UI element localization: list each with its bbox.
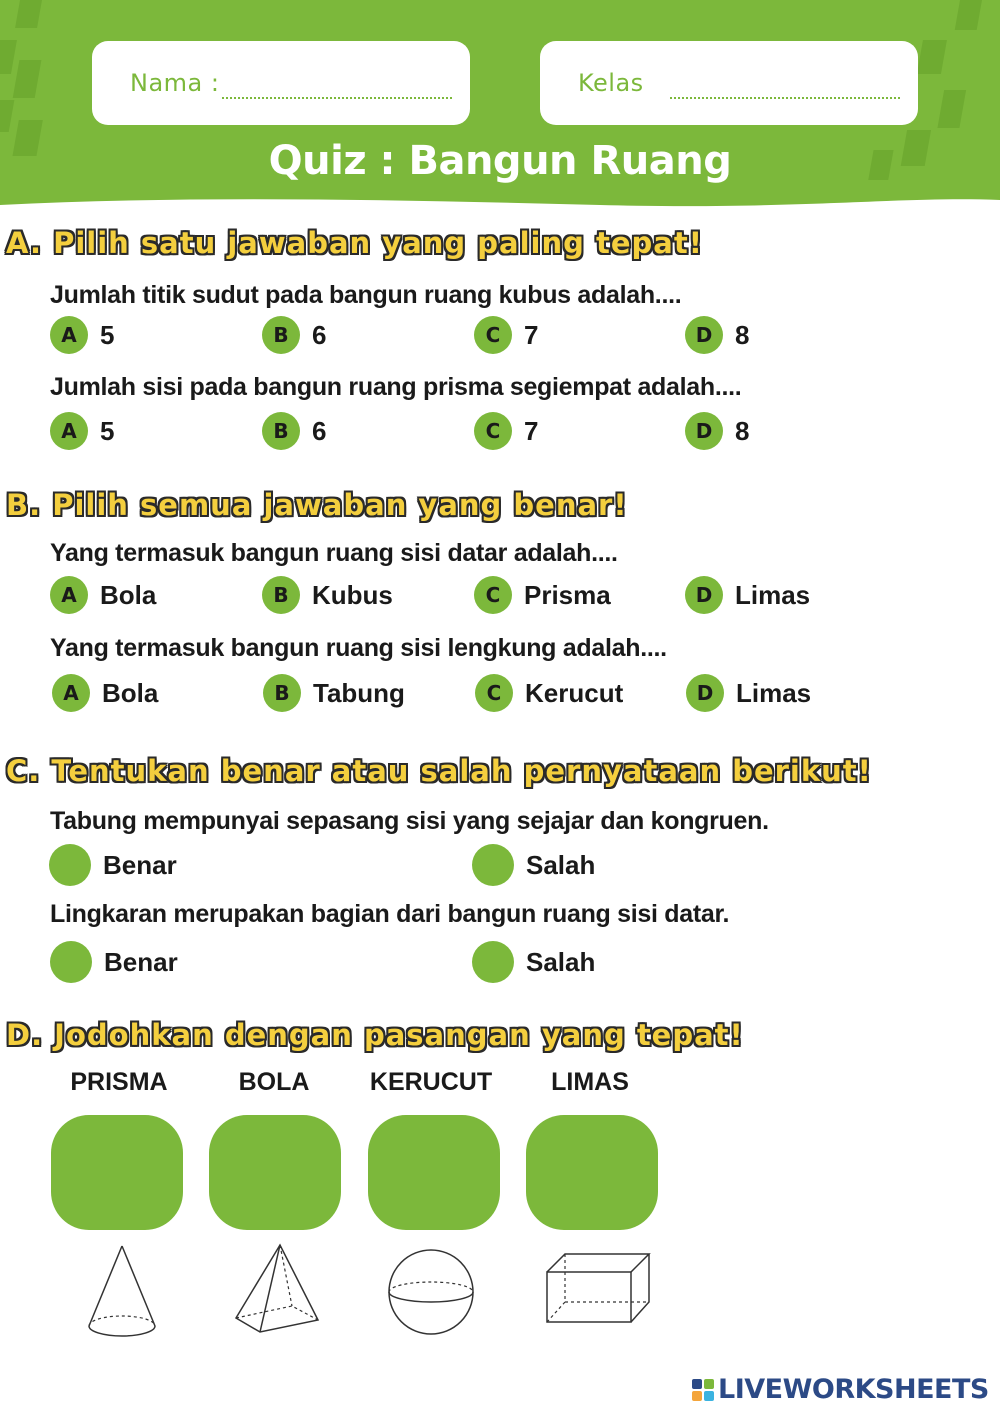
option-c1-true[interactable] (49, 846, 177, 884)
option-letter: B (262, 412, 300, 450)
option-letter: C (475, 674, 513, 712)
class-label: Kelas (578, 69, 644, 97)
option-letter: D (685, 412, 723, 450)
logo-mark-icon (692, 1379, 714, 1401)
option-letter: A (52, 674, 90, 712)
option-b1-b[interactable] (262, 576, 393, 614)
option-text: 8 (735, 319, 750, 350)
option-a1-d[interactable] (685, 316, 749, 354)
option-c2-true[interactable] (50, 943, 178, 981)
name-input-line[interactable] (222, 97, 452, 99)
option-a2-c[interactable] (474, 412, 538, 450)
option-a2-a[interactable] (50, 412, 114, 450)
option-letter: B (263, 674, 301, 712)
option-text: 8 (735, 415, 750, 446)
prism-icon[interactable] (541, 1240, 657, 1330)
option-b2-a[interactable] (52, 674, 158, 712)
option-text: 6 (312, 319, 327, 350)
option-letter: D (685, 576, 723, 614)
option-text: Limas (736, 677, 812, 708)
option-text: Benar (103, 849, 177, 880)
question-b1: Yang termasuk bangun ruang sisi datar adalah.... (50, 539, 618, 567)
drop-zone-limas[interactable] (526, 1115, 658, 1230)
option-b1-d[interactable] (685, 576, 810, 614)
question-c1: Tabung mempunyai sepasang sisi yang sejajar dan kongruen. (50, 807, 769, 835)
option-a2-d[interactable] (685, 412, 749, 450)
class-input-line[interactable] (670, 97, 900, 99)
option-text: Kerucut (525, 677, 624, 708)
option-text: Salah (526, 946, 596, 977)
option-text: 7 (524, 319, 539, 350)
option-b2-c[interactable] (475, 674, 623, 712)
option-text: Limas (735, 579, 811, 610)
section-d-heading: D. Jodohkan dengan pasangan yang tepat! (6, 1018, 744, 1052)
option-letter: A (50, 316, 88, 354)
option-letter: A (50, 412, 88, 450)
worksheet-header (0, 0, 1000, 215)
option-text: Tabung (313, 677, 405, 708)
answer-bubble (472, 941, 514, 983)
question-b2: Yang termasuk bangun ruang sisi lengkung adalah.... (50, 634, 667, 662)
option-letter: B (262, 316, 300, 354)
option-letter: C (474, 576, 512, 614)
option-b2-d[interactable] (686, 674, 811, 712)
option-a2-b[interactable] (262, 412, 326, 450)
cone-icon[interactable] (82, 1240, 162, 1340)
option-text: 6 (312, 415, 327, 446)
name-label: Nama : (130, 69, 220, 97)
option-text: Bola (102, 677, 159, 708)
section-b-heading: B. Pilih semua jawaban yang benar! (6, 488, 628, 522)
section-c-heading: C. Tentukan benar atau salah pernyataan berikut! (6, 754, 872, 788)
option-a1-c[interactable] (474, 316, 538, 354)
quiz-title: Quiz : Bangun Ruang (268, 138, 732, 184)
option-text: Salah (526, 849, 596, 880)
option-letter: C (474, 412, 512, 450)
liveworksheets-logo (692, 1374, 989, 1405)
name-field[interactable] (92, 41, 470, 125)
answer-bubble (472, 844, 514, 886)
class-field[interactable] (540, 41, 918, 125)
option-b2-b[interactable] (263, 674, 405, 712)
drop-zone-prisma[interactable] (51, 1115, 183, 1230)
option-c1-false[interactable] (472, 846, 595, 884)
match-label-limas: LIMAS (551, 1068, 629, 1096)
option-b1-c[interactable] (474, 576, 611, 614)
sphere-icon[interactable] (384, 1240, 480, 1340)
option-text: Prisma (524, 579, 611, 610)
drop-zone-kerucut[interactable] (368, 1115, 500, 1230)
option-text: Bola (100, 579, 157, 610)
option-letter: B (262, 576, 300, 614)
option-text: 5 (100, 415, 115, 446)
pyramid-icon[interactable] (230, 1240, 326, 1340)
match-label-prisma: PRISMA (70, 1068, 168, 1096)
option-b1-a[interactable] (50, 576, 156, 614)
option-c2-false[interactable] (472, 943, 595, 981)
option-letter: C (474, 316, 512, 354)
question-a2: Jumlah sisi pada bangun ruang prisma segiempat adalah.... (50, 373, 742, 401)
option-a1-a[interactable] (50, 316, 114, 354)
answer-bubble (49, 844, 91, 886)
option-letter: D (685, 316, 723, 354)
option-text: Benar (104, 946, 178, 977)
answer-bubble (50, 941, 92, 983)
match-label-bola: BOLA (238, 1068, 310, 1096)
option-text: 5 (100, 319, 115, 350)
option-letter: D (686, 674, 724, 712)
question-a1: Jumlah titik sudut pada bangun ruang kubus adalah.... (50, 281, 682, 309)
option-text: Kubus (312, 579, 393, 610)
option-a1-b[interactable] (262, 316, 326, 354)
option-letter: A (50, 576, 88, 614)
section-a-heading: A. Pilih satu jawaban yang paling tepat! (6, 226, 703, 260)
question-c2: Lingkaran merupakan bagian dari bangun ruang sisi datar. (50, 900, 730, 928)
brand-name: LIVEWORKSHEETS (718, 1374, 989, 1405)
match-label-kerucut: KERUCUT (369, 1068, 493, 1096)
drop-zone-bola[interactable] (209, 1115, 341, 1230)
option-text: 7 (524, 415, 539, 446)
